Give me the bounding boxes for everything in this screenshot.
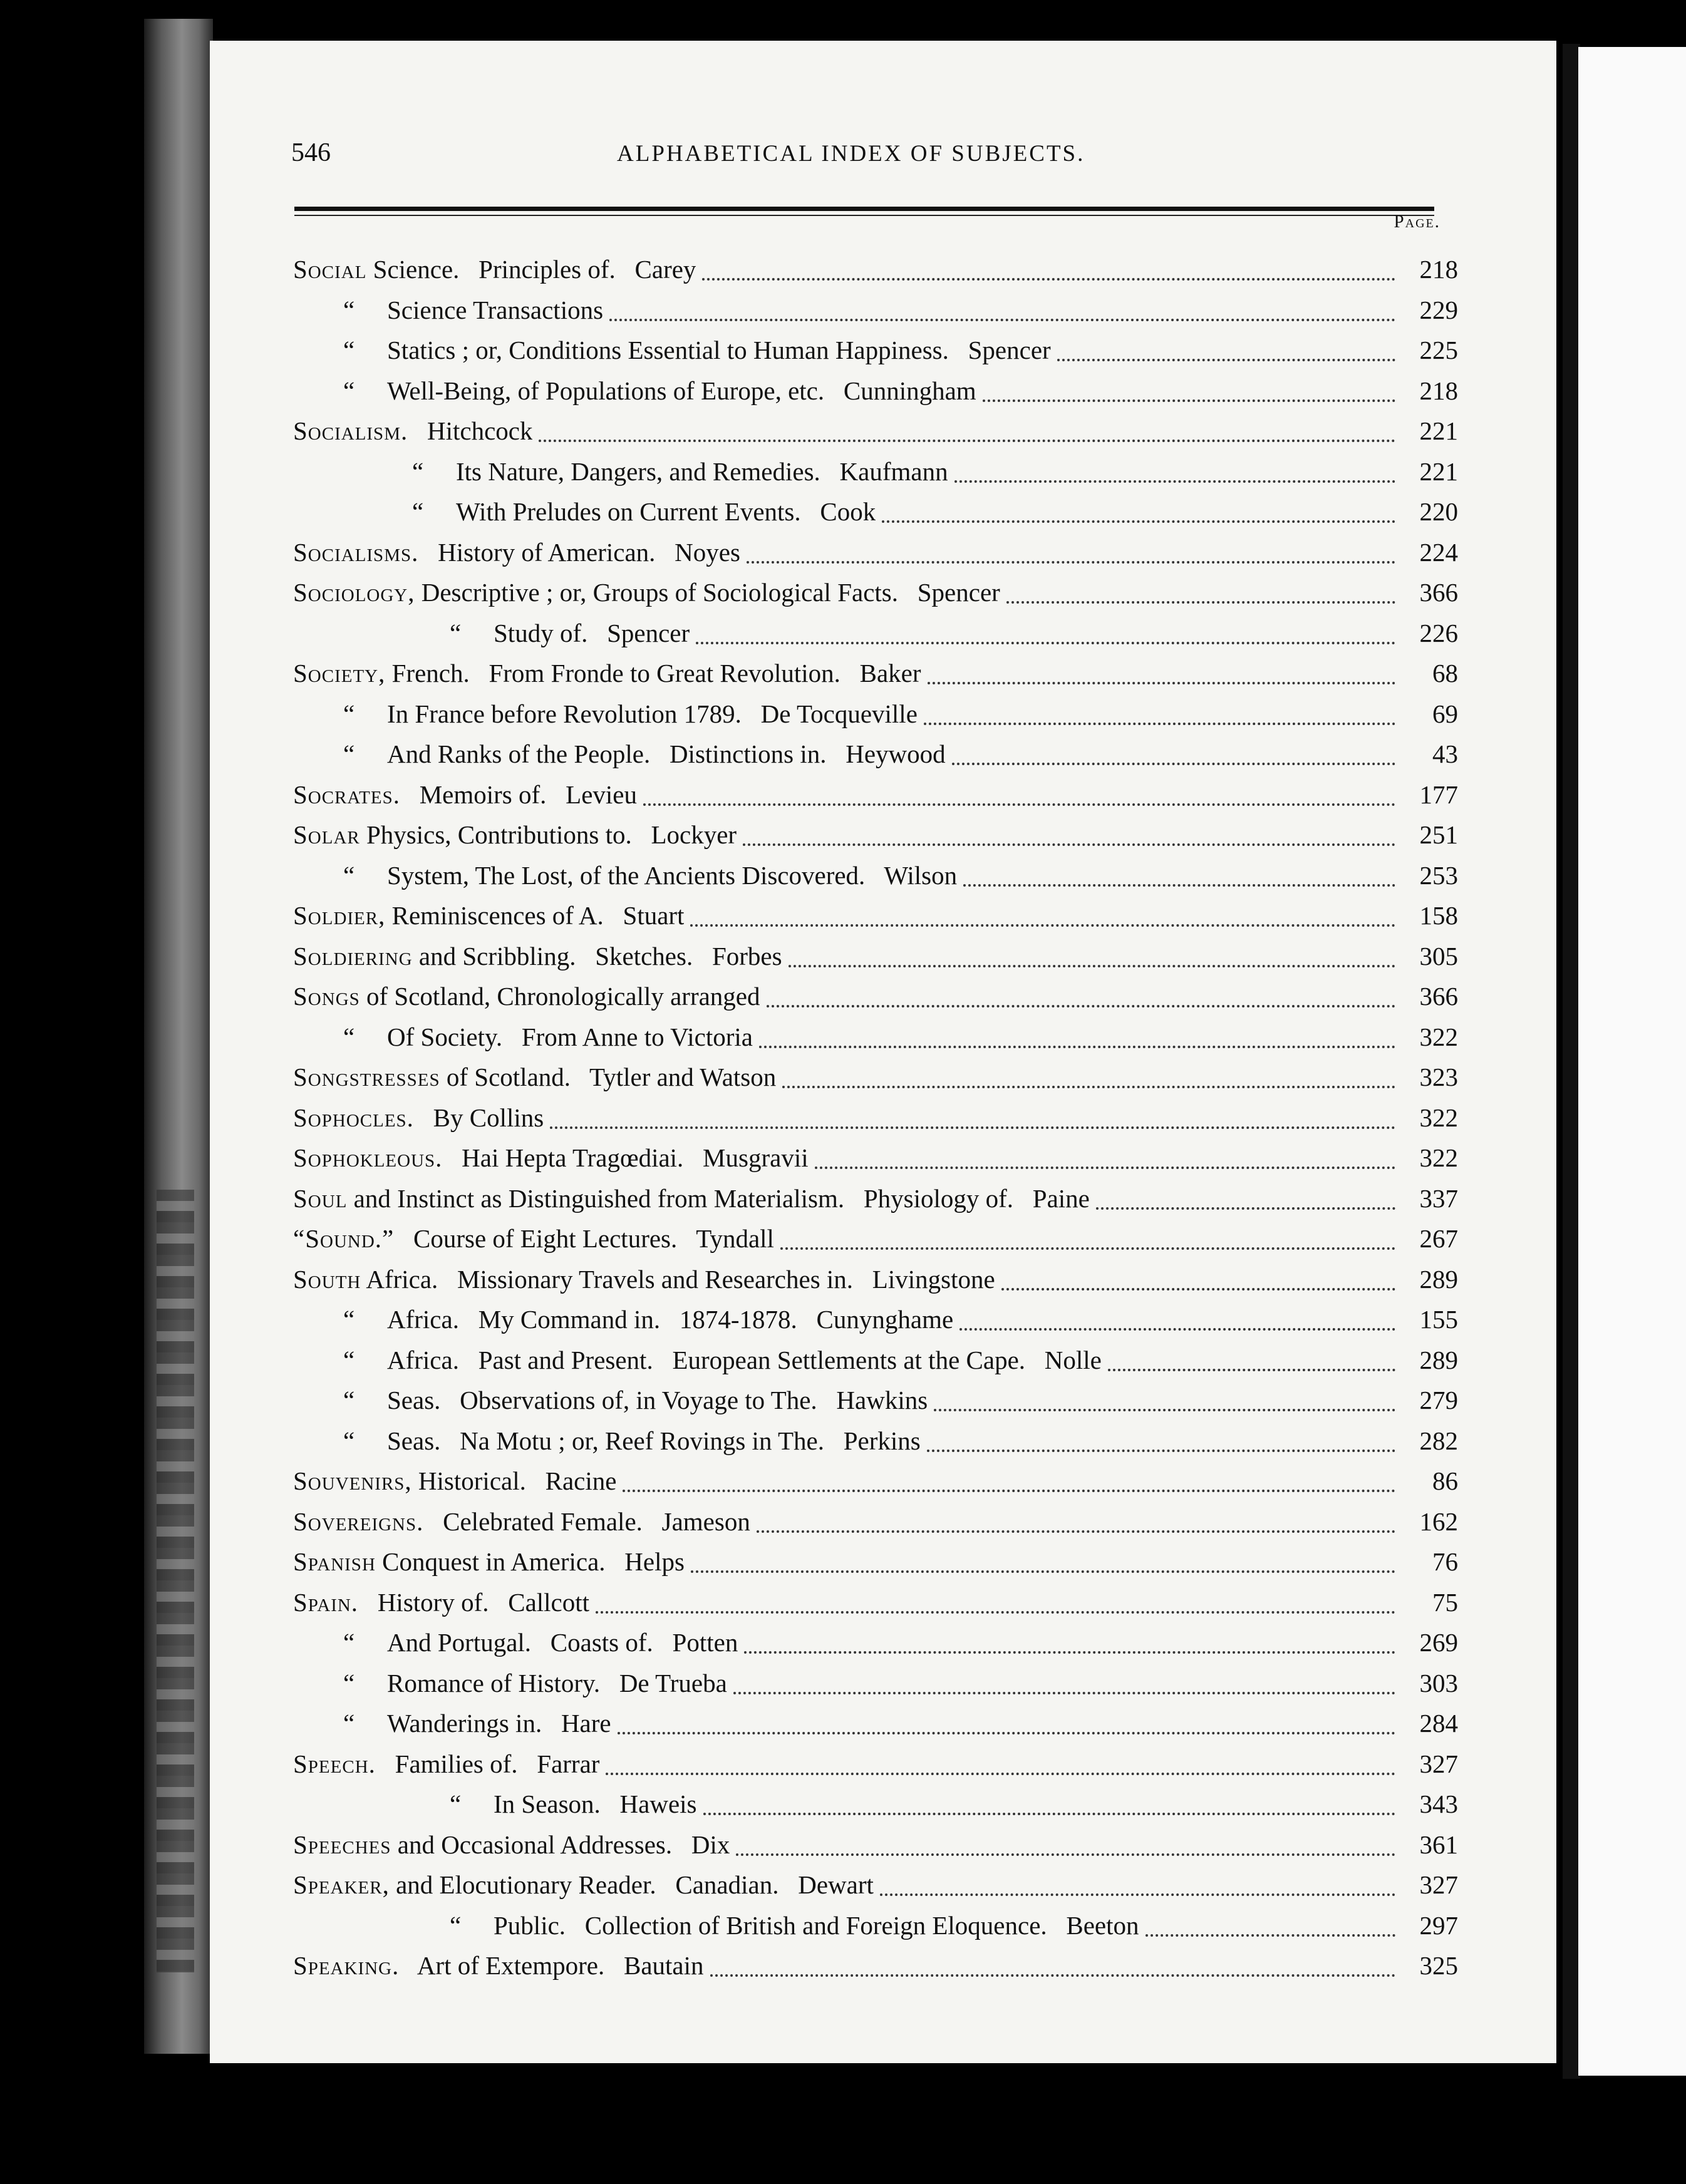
ditto-mark: “ — [343, 1305, 355, 1334]
entry-page-number: 69 — [1432, 699, 1458, 728]
entry-title: By Collins — [413, 1103, 544, 1132]
entry-heading: “Sound.” — [293, 1224, 395, 1253]
entry-text — [293, 815, 737, 855]
dot-leader — [1001, 1275, 1395, 1290]
entry-page-number: 253 — [1419, 860, 1458, 890]
index-entry — [293, 1299, 1458, 1340]
entry-title: Africa. My Command in. 1874-1878. Cunynghame — [387, 1305, 954, 1334]
entry-page-number: 220 — [1419, 497, 1458, 526]
entry-text — [293, 653, 921, 694]
spine-faded-lettering — [157, 1190, 194, 1972]
dot-leader — [702, 265, 1395, 281]
entry-title: Science Transactions — [387, 295, 604, 324]
entry-title: Historical. Racine — [411, 1466, 617, 1495]
index-entry — [293, 1703, 1458, 1744]
dot-leader — [606, 1760, 1395, 1775]
ditto-mark: “ — [343, 1426, 355, 1455]
index-entry — [293, 815, 1458, 855]
dot-leader — [596, 1599, 1395, 1614]
dot-leader — [1057, 346, 1395, 361]
entry-page-number: 343 — [1419, 1790, 1458, 1818]
dot-leader — [928, 669, 1395, 684]
entry-title: Wanderings in. Hare — [387, 1709, 611, 1738]
index-entry — [293, 1421, 1458, 1461]
entry-page-number: 158 — [1419, 901, 1458, 930]
dot-leader — [703, 1800, 1395, 1815]
entry-heading: Social — [293, 255, 367, 284]
entry-title: Hitchcock — [408, 416, 533, 445]
entry-title: Course of Eight Lectures. Tyndall — [394, 1224, 774, 1253]
entry-title: Science. Principles of. Carey — [366, 255, 696, 284]
entry-title: History of. Callcott — [358, 1587, 590, 1617]
entry-title: With Preludes on Current Events. Cook — [456, 497, 876, 526]
entry-page-number: 68 — [1432, 659, 1458, 688]
entry-heading: Socialisms. — [293, 537, 419, 567]
entry-page-number: 221 — [1419, 416, 1458, 445]
entry-text — [343, 1703, 611, 1744]
index-entry — [293, 1502, 1458, 1542]
entry-title: Study of. Spencer — [494, 618, 690, 647]
entry-title: Seas. Na Motu ; or, Reef Rovings in The. Perkins — [387, 1426, 921, 1455]
dot-leader — [757, 1518, 1395, 1533]
entry-text — [293, 1825, 730, 1865]
entry-text — [343, 694, 918, 734]
entry-page-number: 305 — [1419, 941, 1458, 971]
entry-page-number: 327 — [1419, 1870, 1458, 1899]
entry-page-number: 303 — [1419, 1668, 1458, 1697]
dot-leader — [744, 1639, 1395, 1654]
entry-heading: Speeches — [293, 1830, 391, 1859]
entry-page-number: 218 — [1419, 255, 1458, 284]
entry-title: And Ranks of the People. Distinctions in. Heywood — [387, 739, 946, 768]
facing-page-edge — [1578, 47, 1686, 2076]
entry-text — [412, 492, 876, 532]
dot-leader — [690, 912, 1395, 927]
entry-heading: Sophocles. — [293, 1103, 414, 1132]
index-entry — [293, 451, 1458, 492]
entry-text — [343, 734, 946, 775]
entry-text — [450, 613, 690, 654]
entry-title: Memoirs of. Levieu — [400, 780, 637, 809]
entry-page-number: 267 — [1419, 1224, 1458, 1253]
dot-leader — [539, 427, 1395, 442]
page-column-label: Page. — [1394, 212, 1440, 232]
entry-heading: Solar — [293, 820, 360, 849]
entry-text — [293, 1865, 874, 1905]
entry-title: Seas. Observations of, in Voyage to The. Hawkins — [387, 1386, 928, 1414]
entry-page-number: 224 — [1419, 537, 1458, 567]
entry-title: Well-Being, of Populations of Europe, etc. Cunningham — [387, 376, 976, 405]
entry-heading: Songstresses — [293, 1063, 440, 1091]
ditto-mark: “ — [343, 699, 355, 728]
entry-page-number: 221 — [1419, 456, 1458, 486]
entry-text — [293, 1542, 685, 1582]
dot-leader — [934, 1396, 1395, 1411]
index-entry — [293, 613, 1458, 654]
entry-page-number: 323 — [1419, 1063, 1458, 1091]
index-entry — [293, 734, 1458, 775]
entry-title: Celebrated Female. Jameson — [423, 1507, 750, 1536]
entry-title: and Scribbling. Sketches. Forbes — [412, 941, 782, 971]
index-entry — [293, 694, 1458, 734]
entry-text — [293, 1218, 774, 1259]
dot-leader — [550, 1114, 1395, 1129]
page-number: 546 — [291, 138, 331, 167]
index-entry — [293, 1098, 1458, 1138]
dot-leader — [880, 1881, 1395, 1896]
entry-page-number: 226 — [1419, 618, 1458, 647]
entry-page-number: 86 — [1432, 1466, 1458, 1495]
entry-text — [343, 1380, 928, 1421]
dot-leader — [780, 1235, 1395, 1250]
entry-text — [293, 1138, 809, 1178]
entry-heading: Socrates. — [293, 780, 400, 809]
entry-page-number: 284 — [1419, 1709, 1458, 1738]
dot-leader — [623, 1477, 1395, 1492]
entry-title: Statics ; or, Conditions Essential to Human Happiness. Spencer — [387, 336, 1051, 364]
entry-text — [293, 1502, 750, 1542]
ditto-mark: “ — [343, 1628, 355, 1657]
entry-title: and Instinct as Distinguished from Materialism. Physiology of. Paine — [347, 1183, 1090, 1213]
entry-page-number: 155 — [1419, 1305, 1458, 1334]
ditto-mark: “ — [343, 739, 355, 768]
dot-leader — [1108, 1356, 1395, 1371]
entry-heading: Sociology, — [293, 578, 415, 607]
entry-heading: Speech. — [293, 1749, 376, 1778]
ditto-mark: “ — [343, 1345, 355, 1374]
entry-title: In Season. Haweis — [494, 1790, 697, 1818]
dot-leader — [747, 549, 1395, 564]
entry-text — [343, 1299, 953, 1340]
ditto-mark: “ — [343, 1709, 355, 1738]
entry-text — [293, 976, 760, 1017]
entry-page-number: 75 — [1432, 1587, 1458, 1617]
page-header — [291, 138, 1444, 182]
entry-page-number: 269 — [1419, 1628, 1458, 1657]
entry-heading: Souvenirs, — [293, 1466, 412, 1495]
dot-leader — [789, 952, 1395, 967]
entry-title: System, The Lost, of the Ancients Discovered. Wilson — [387, 860, 958, 890]
entry-page-number: 43 — [1432, 739, 1458, 768]
ditto-mark: “ — [343, 336, 355, 364]
entry-page-number: 325 — [1419, 1951, 1458, 1980]
ditto-mark: “ — [450, 1910, 462, 1940]
entry-text — [343, 1340, 1102, 1381]
entry-title: Hai Hepta Tragœdiai. Musgravii — [442, 1143, 809, 1172]
entry-title: History of American. Noyes — [418, 537, 740, 567]
entry-text — [343, 330, 1051, 371]
entry-title: and Occasional Addresses. Dix — [391, 1830, 730, 1859]
index-entry — [293, 1622, 1458, 1663]
dot-leader — [882, 508, 1395, 523]
entry-heading: Soul — [293, 1183, 348, 1213]
entry-page-number: 229 — [1419, 295, 1458, 324]
dot-leader — [1006, 589, 1395, 604]
entry-heading: Songs — [293, 982, 360, 1011]
entry-text — [343, 855, 957, 896]
entry-page-number: 282 — [1419, 1426, 1458, 1455]
index-entry — [293, 1138, 1458, 1178]
entry-text — [293, 572, 1000, 613]
entry-page-number: 366 — [1419, 982, 1458, 1011]
dot-leader — [983, 387, 1395, 402]
entry-heading: Sophokleous. — [293, 1143, 443, 1172]
index-entry — [293, 1784, 1458, 1825]
index-entry — [293, 1582, 1458, 1623]
entry-page-number: 322 — [1419, 1103, 1458, 1132]
entry-heading: Sovereigns. — [293, 1507, 424, 1536]
entry-page-number: 76 — [1432, 1547, 1458, 1576]
index-entry — [293, 1178, 1458, 1219]
index-entry — [293, 1380, 1458, 1421]
index-entry — [293, 1825, 1458, 1865]
entry-heading: Speaker, — [293, 1870, 390, 1899]
index-entry — [293, 1865, 1458, 1905]
entry-text — [343, 1663, 727, 1704]
index-entry — [293, 1744, 1458, 1785]
entry-title: and Elocutionary Reader. Canadian. Dewart — [389, 1870, 874, 1899]
entry-title: of Scotland. Tytler and Watson — [440, 1063, 777, 1091]
index-entry — [293, 895, 1458, 936]
index-entry — [293, 775, 1458, 815]
header-rule-thin — [294, 215, 1434, 216]
entry-text — [293, 1744, 599, 1785]
ditto-mark: “ — [343, 1022, 355, 1051]
entry-page-number: 162 — [1419, 1507, 1458, 1536]
entry-page-number: 218 — [1419, 376, 1458, 405]
entry-title: Of Society. From Anne to Victoria — [387, 1022, 753, 1051]
dot-leader — [759, 1033, 1395, 1048]
entry-text — [293, 411, 532, 451]
dot-leader — [963, 872, 1395, 887]
dot-leader — [736, 1841, 1395, 1856]
index-entry — [293, 532, 1458, 573]
index-entry — [293, 411, 1458, 451]
entry-text — [343, 371, 976, 411]
dot-leader — [643, 791, 1395, 806]
entry-text — [293, 1057, 776, 1098]
entry-title: Physics, Contributions to. Lockyer — [359, 820, 737, 849]
dot-leader — [782, 1073, 1395, 1088]
index-entry — [293, 855, 1458, 896]
entry-text — [450, 1905, 1139, 1946]
entry-text — [343, 1622, 738, 1663]
entry-heading: Spain. — [293, 1587, 359, 1617]
entry-page-number: 297 — [1419, 1910, 1458, 1940]
index-entry — [293, 1017, 1458, 1058]
entry-title: Families of. Farrar — [375, 1749, 600, 1778]
entry-heading: Spanish — [293, 1547, 376, 1576]
entry-page-number: 337 — [1419, 1183, 1458, 1213]
entry-text — [293, 249, 696, 290]
entry-page-number: 289 — [1419, 1264, 1458, 1294]
entry-heading: Soldiering — [293, 941, 413, 971]
index-entry — [293, 1905, 1458, 1946]
entry-text — [412, 451, 948, 492]
entry-page-number: 279 — [1419, 1386, 1458, 1414]
index-entry — [293, 1218, 1458, 1259]
entry-title: Conquest in America. Helps — [375, 1547, 685, 1576]
index-entry — [293, 290, 1458, 331]
entry-heading: Socialism. — [293, 416, 408, 445]
dot-leader — [710, 1962, 1395, 1977]
entry-text — [293, 1945, 704, 1986]
ditto-mark: “ — [343, 295, 355, 324]
index-entry — [293, 330, 1458, 371]
index-entry-list — [293, 249, 1458, 1986]
index-entry — [293, 1542, 1458, 1582]
page-gutter — [1563, 44, 1580, 2079]
entry-title: And Portugal. Coasts of. Potten — [387, 1628, 738, 1657]
dot-leader — [618, 1719, 1395, 1734]
dot-leader — [609, 306, 1395, 321]
dot-leader — [1096, 1195, 1395, 1210]
ditto-mark: “ — [412, 456, 424, 486]
entry-text — [293, 532, 740, 573]
entry-title: In France before Revolution 1789. De Tocqueville — [387, 699, 918, 728]
entry-page-number: 322 — [1419, 1022, 1458, 1051]
dot-leader — [927, 1437, 1395, 1452]
entry-page-number: 366 — [1419, 578, 1458, 607]
entry-text — [293, 1582, 589, 1623]
entry-page-number: 225 — [1419, 336, 1458, 364]
entry-text — [343, 1421, 921, 1461]
entry-text — [293, 895, 684, 936]
entry-text — [293, 775, 637, 815]
entry-page-number: 177 — [1419, 780, 1458, 809]
dot-leader — [815, 1154, 1395, 1169]
entry-page-number: 289 — [1419, 1345, 1458, 1374]
index-entry — [293, 1945, 1458, 1986]
entry-title: Africa. Past and Present. European Settlements at the Cape. Nolle — [387, 1345, 1102, 1374]
index-entry — [293, 249, 1458, 290]
entry-page-number: 322 — [1419, 1143, 1458, 1172]
entry-title: Its Nature, Dangers, and Remedies. Kaufmann — [456, 456, 948, 486]
running-title: ALPHABETICAL INDEX OF SUBJECTS. — [617, 141, 1085, 167]
entry-heading: Speaking. — [293, 1951, 400, 1980]
entry-title: French. From Fronde to Great Revolution. Baker — [385, 659, 921, 688]
entry-heading: South — [293, 1264, 361, 1294]
ditto-mark: “ — [450, 618, 462, 647]
entry-heading: Society, — [293, 659, 386, 688]
dot-leader — [952, 750, 1395, 765]
entry-text — [293, 1259, 995, 1300]
entry-text — [293, 1178, 1090, 1219]
entry-title: Descriptive ; or, Groups of Sociological Facts. Spencer — [415, 578, 1000, 607]
entry-title: Public. Collection of British and Foreign Eloquence. Beeton — [494, 1910, 1139, 1940]
entry-text — [450, 1784, 697, 1825]
index-entry — [293, 371, 1458, 411]
entry-title: Africa. Missionary Travels and Researches in. Livingstone — [361, 1264, 995, 1294]
index-entry — [293, 1461, 1458, 1502]
index-entry — [293, 653, 1458, 694]
dot-leader — [767, 992, 1395, 1007]
entry-title: Art of Extempore. Bautain — [399, 1951, 704, 1980]
entry-text — [343, 1017, 753, 1058]
dot-leader — [733, 1679, 1395, 1694]
ditto-mark: “ — [343, 1386, 355, 1414]
dot-leader — [959, 1316, 1395, 1331]
dot-leader — [924, 710, 1395, 725]
index-entry — [293, 1259, 1458, 1300]
index-entry — [293, 572, 1458, 613]
header-rule-thick — [294, 207, 1434, 211]
entry-page-number: 361 — [1419, 1830, 1458, 1859]
index-entry — [293, 1057, 1458, 1098]
index-entry — [293, 1663, 1458, 1704]
entry-page-number: 251 — [1419, 820, 1458, 849]
entry-text — [343, 290, 603, 331]
dot-leader — [954, 468, 1395, 483]
entry-text — [293, 1098, 544, 1138]
dot-leader — [743, 831, 1395, 846]
entry-heading: Soldier, — [293, 901, 386, 930]
ditto-mark: “ — [450, 1790, 462, 1818]
entry-title: of Scotland, Chronologically arranged — [359, 982, 760, 1011]
entry-title: Reminiscences of A. Stuart — [385, 901, 685, 930]
entry-text — [293, 936, 782, 977]
dot-leader — [691, 1558, 1395, 1573]
entry-page-number: 327 — [1419, 1749, 1458, 1778]
index-entry — [293, 492, 1458, 532]
ditto-mark: “ — [343, 376, 355, 405]
index-entry — [293, 1340, 1458, 1381]
ditto-mark: “ — [343, 1668, 355, 1697]
entry-title: Romance of History. De Trueba — [387, 1668, 727, 1697]
index-entry — [293, 976, 1458, 1017]
ditto-mark: “ — [412, 497, 424, 526]
ditto-mark: “ — [343, 860, 355, 890]
dot-leader — [696, 629, 1395, 644]
index-entry — [293, 936, 1458, 977]
entry-text — [293, 1461, 616, 1502]
dot-leader — [1146, 1922, 1395, 1937]
